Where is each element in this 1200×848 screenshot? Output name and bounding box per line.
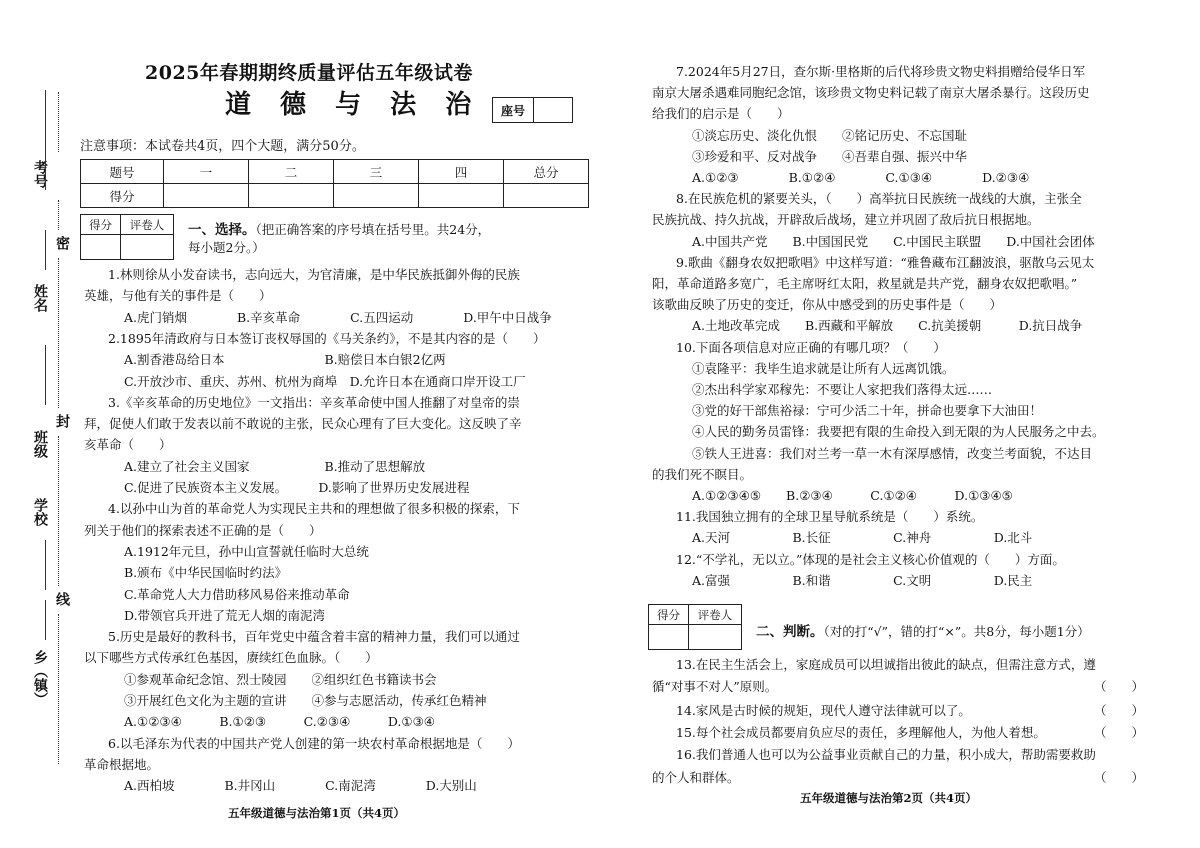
- question-line: 7.2024年5月27日，查尔斯·里格斯的后代将珍贵文物史料捐赠给侵华日军: [676, 64, 1086, 79]
- question-line: A.建立了社会主义国家 B.推动了思想解放: [124, 458, 426, 474]
- exam-title: 2025年春期期终质量评估五年级试卷: [145, 62, 473, 84]
- grader-score-field[interactable]: [649, 625, 689, 649]
- grader-score-label: 得分: [649, 605, 689, 625]
- section2-heading: [756, 620, 1090, 640]
- question-line: 4.以孙中山为首的革命党人为实现民主共和的理想做了很多积极的探索，下: [108, 501, 520, 517]
- sidebar-line-xiangzhen: [45, 600, 46, 640]
- question-line: A.富强 B.和谐 C.文明 D.民主: [692, 572, 1033, 588]
- question-line: 12.“不学礼，无以立。”体现的是社会主义核心价值观的（ ）方面。: [676, 551, 1065, 567]
- score-cell: 总分: [504, 160, 589, 184]
- question-line: ②杰出科学家邓稼先：不要让人家把我们落得太远……: [692, 382, 993, 397]
- sidebar-banji: 班级: [32, 430, 48, 458]
- question-line: A.土地改革完成 B.西藏和平解放 C.抗美援朝 D.抗日战争: [692, 318, 1083, 334]
- sidebar-xuexiao: 学校: [32, 498, 48, 526]
- question-line: ③开展红色文化为主题的宣讲 ④参与志愿活动，传承红色精神: [124, 693, 487, 708]
- answer-paren[interactable]: （ ）: [1094, 725, 1145, 740]
- section1-note: （把正确答案的序号填在括号里。共24分，: [255, 222, 491, 237]
- question-line: B.颁布《中华民国临时约法》: [124, 565, 288, 581]
- question-line: A.1912年元旦，孙中山宣誓就任临时大总统: [124, 543, 369, 559]
- sidebar-feng: 封: [54, 414, 70, 428]
- footer-right: 五年级道德与法治第2页（共4页）: [800, 791, 978, 805]
- judge-question-line: 15.每个社会成员都要肩负应尽的责任，多理解他人，为他人着想。: [676, 725, 1046, 740]
- question-line: 民族抗战、持久抗战，开辟敌后战场，建立并巩固了敌后抗日根据地。: [652, 212, 1040, 228]
- question-line: 拜，促使人们敢于发表以前不敢说的主张，民众心理有了巨大变化。这反映了辛: [84, 416, 522, 432]
- sidebar-xiangzhen: 乡（镇）: [32, 650, 48, 706]
- question-line: A.西柏坡 B.井冈山 C.南泥湾 D.大别山: [124, 778, 477, 794]
- score-cell: 二: [249, 160, 334, 184]
- section1-title: 一、选择。: [188, 222, 256, 238]
- question-line: 8.在民族危机的紧要关头，（ ）高举抗日民族统一战线的大旗，主张全: [676, 191, 1082, 207]
- question-line: A.割香港岛给日本 B.赔偿日本白银2亿两: [124, 352, 446, 368]
- sidebar-line-xingming-2: [45, 345, 46, 405]
- question-line: ①袁隆平：我毕生追求就是让所有人远离饥饿。: [692, 360, 955, 376]
- score-table-score-row: [81, 184, 589, 208]
- sidebar-dotted-line-1: [58, 92, 59, 152]
- answer-paren[interactable]: （ ）: [1094, 770, 1145, 785]
- sidebar-dotted-line-3: [58, 258, 59, 408]
- question-line: A.①②③④ B.①②③ C.②③④ D.①③④: [124, 714, 435, 730]
- question-line: ④人民的勤务员雷锋：我要把有限的生命投入到无限的为人民服务之中去。: [692, 424, 1105, 440]
- question-line: 11.我国独立拥有的全球卫星导航系统是（ ）系统。: [676, 509, 984, 525]
- question-line: 以下哪些方式传承红色基因，赓续红色血脉。（ ）: [84, 650, 378, 666]
- section1-note-2: 每小题2分。）: [188, 240, 265, 255]
- answer-paren[interactable]: （ ）: [1094, 679, 1145, 694]
- question-line: 10.下面各项信息对应正确的有哪几项？（ ）: [676, 339, 946, 355]
- score-input-cell[interactable]: [419, 184, 504, 208]
- question-line: 5.历史是最好的教科书，百年党史中蕴含着丰富的精神力量，我们可以通过: [108, 629, 520, 645]
- score-input-cell[interactable]: [504, 184, 589, 208]
- question-line: 南京大屠杀遇难同胞纪念馆，该珍贵文物史料记载了南京大屠杀暴行。这段历史: [652, 85, 1090, 101]
- grader-reviewer-label: 评卷人: [121, 215, 173, 235]
- question-line: 英雄，与他有关的事件是（ ）: [84, 288, 272, 304]
- question-line: 6.以毛泽东为代表的中国共产党人创建的第一块农村革命根据地是（ ）: [108, 735, 520, 751]
- score-cell: 四: [419, 160, 504, 184]
- seat-label: 座号: [493, 98, 534, 122]
- sidebar-dotted-line-5: [58, 614, 59, 764]
- score-table-header-row: [81, 160, 589, 184]
- score-cell: 三: [334, 160, 419, 184]
- notice-text: 注意事项：本试卷共4页，四个大题，满分50分。: [80, 139, 365, 154]
- score-table: [80, 159, 589, 208]
- score-input-cell[interactable]: [334, 184, 419, 208]
- question-line: 3.《辛亥革命的历史地位》一文指出：辛亥革命使中国人推翻了对皇帝的崇: [108, 394, 520, 410]
- judge-question-line: 的个人和群体。: [652, 770, 740, 785]
- question-line: ①淡忘历史、淡化仇恨 ②铭记历史、不忘国耻: [692, 127, 968, 143]
- question-line: 该歌曲反映了历史的变迁，你从中感受到的历史事件是（ ）: [652, 297, 1003, 313]
- question-line: 亥革命（ ）: [84, 437, 172, 453]
- sidebar-line-kaohao: [45, 90, 46, 190]
- section1-heading: [188, 218, 490, 238]
- footer-left: 五年级道德与法治第1页（共4页）: [228, 806, 406, 820]
- question-line: A.中国共产党 B.中国国民党 C.中国民主联盟 D.中国社会团体: [692, 233, 1095, 249]
- question-line: 给我们的启示是（ ）: [652, 106, 790, 122]
- grader-reviewer-label: 评卷人: [689, 605, 741, 625]
- sidebar-mi: 密: [54, 236, 70, 250]
- question-line: 革命根据地。: [84, 756, 160, 772]
- section2-title: 二、判断。: [756, 624, 824, 640]
- sidebar-dotted-line-4: [58, 436, 59, 586]
- sidebar-xian: 线: [54, 592, 70, 606]
- question-line: A.①②③ B.①②④ C.①③④ D.②③④: [692, 170, 1030, 185]
- judge-question-line: 循“对事不对人”原则。: [652, 679, 778, 694]
- question-line: 阳，革命道路多宽广，毛主席呀红太阳，救星就是共产党，翻身农奴把歌唱。”: [652, 276, 1078, 291]
- score-input-cell[interactable]: [249, 184, 334, 208]
- sidebar-kaohao: 考号: [32, 160, 48, 188]
- grader-reviewer-field[interactable]: [689, 625, 741, 649]
- score-cell: 一: [164, 160, 249, 184]
- score-cell: 题号: [81, 160, 164, 184]
- grader-reviewer-field[interactable]: [121, 235, 173, 259]
- grader-box-1: [80, 214, 174, 260]
- question-line: 1.林则徐从小发奋读书，志向远大，为官清廉，是中华民族抵御外侮的民族: [108, 267, 520, 282]
- sidebar-dotted-line-2: [58, 200, 59, 230]
- seat-number-box: [492, 97, 573, 123]
- question-line: ①参观革命纪念馆、烈士陵园 ②组织红色书籍读书会: [124, 671, 437, 687]
- question-line: A.①②③④⑤ B.②③④ C.①②④ D.①③④⑤: [692, 488, 1013, 503]
- grader-score-field[interactable]: [81, 235, 121, 259]
- question-line: A.虎门销烟 B.辛亥革命 C.五四运动 D.甲午中日战争: [124, 309, 552, 325]
- question-line: 2.1895年清政府与日本签订丧权辱国的《马关条约》，不是其内容的是（ ）: [108, 330, 546, 346]
- sidebar-line-xuexiao: [45, 540, 46, 590]
- question-line: D.带领官兵开进了荒无人烟的南泥湾: [124, 607, 326, 623]
- judge-question-line: 14.家风是古时候的规矩，现代人遵守法律就可以了。: [676, 703, 971, 718]
- score-cell: 得分: [81, 184, 164, 208]
- sidebar-xingming: 姓名: [32, 284, 48, 312]
- question-line: A.天河 B.长征 C.神舟 D.北斗: [692, 530, 1033, 546]
- question-line: ③珍爱和平、反对战争 ④吾辈自强、振兴中华: [692, 148, 968, 164]
- section2-note: （对的打“√”，错的打“×”。共8分，每小题1分）: [823, 624, 1090, 639]
- question-line: C.革命党人大力借助移风易俗来推动革命: [124, 586, 350, 602]
- subject-title: 道 德 与 法 治: [225, 90, 482, 120]
- grader-score-label: 得分: [81, 215, 121, 235]
- grader-box-2: [648, 604, 742, 650]
- question-line: 列关于他们的探索表述不正确的是（ ）: [84, 522, 322, 538]
- question-line: ⑤铁人王进喜：我们对兰考一草一木有深厚感情，改变兰考面貌，不达目: [692, 445, 1093, 461]
- question-line: 9.歌曲《翻身农奴把歌唱》中这样写道：“雅鲁藏布江翻波浪，驱散乌云见太: [676, 254, 1095, 270]
- question-line: C.促进了民族资本主义发展。 D.影响了世界历史发展进程: [124, 480, 470, 495]
- question-line: 的我们死不瞑目。: [652, 466, 753, 482]
- question-line: C.开放沙市、重庆、苏州、杭州为商埠 D.允许日本在通商口岸开设工厂: [124, 373, 526, 389]
- answer-paren[interactable]: （ ）: [1094, 703, 1145, 718]
- score-input-cell[interactable]: [164, 184, 249, 208]
- judge-question-line: 13.在民主生活会上，家庭成员可以坦诚指出彼此的缺点，但需注意方式，遵: [676, 657, 1096, 672]
- question-line: ③党的好干部焦裕禄：宁可少活二十年，拼命也要拿下大油田！: [692, 403, 1043, 419]
- sidebar-line-xingming: [45, 230, 46, 270]
- judge-question-line: 16.我们普通人也可以为公益事业贡献自己的力量，积小成大，帮助需要救助: [676, 747, 1096, 762]
- seat-input-box[interactable]: [534, 98, 572, 122]
